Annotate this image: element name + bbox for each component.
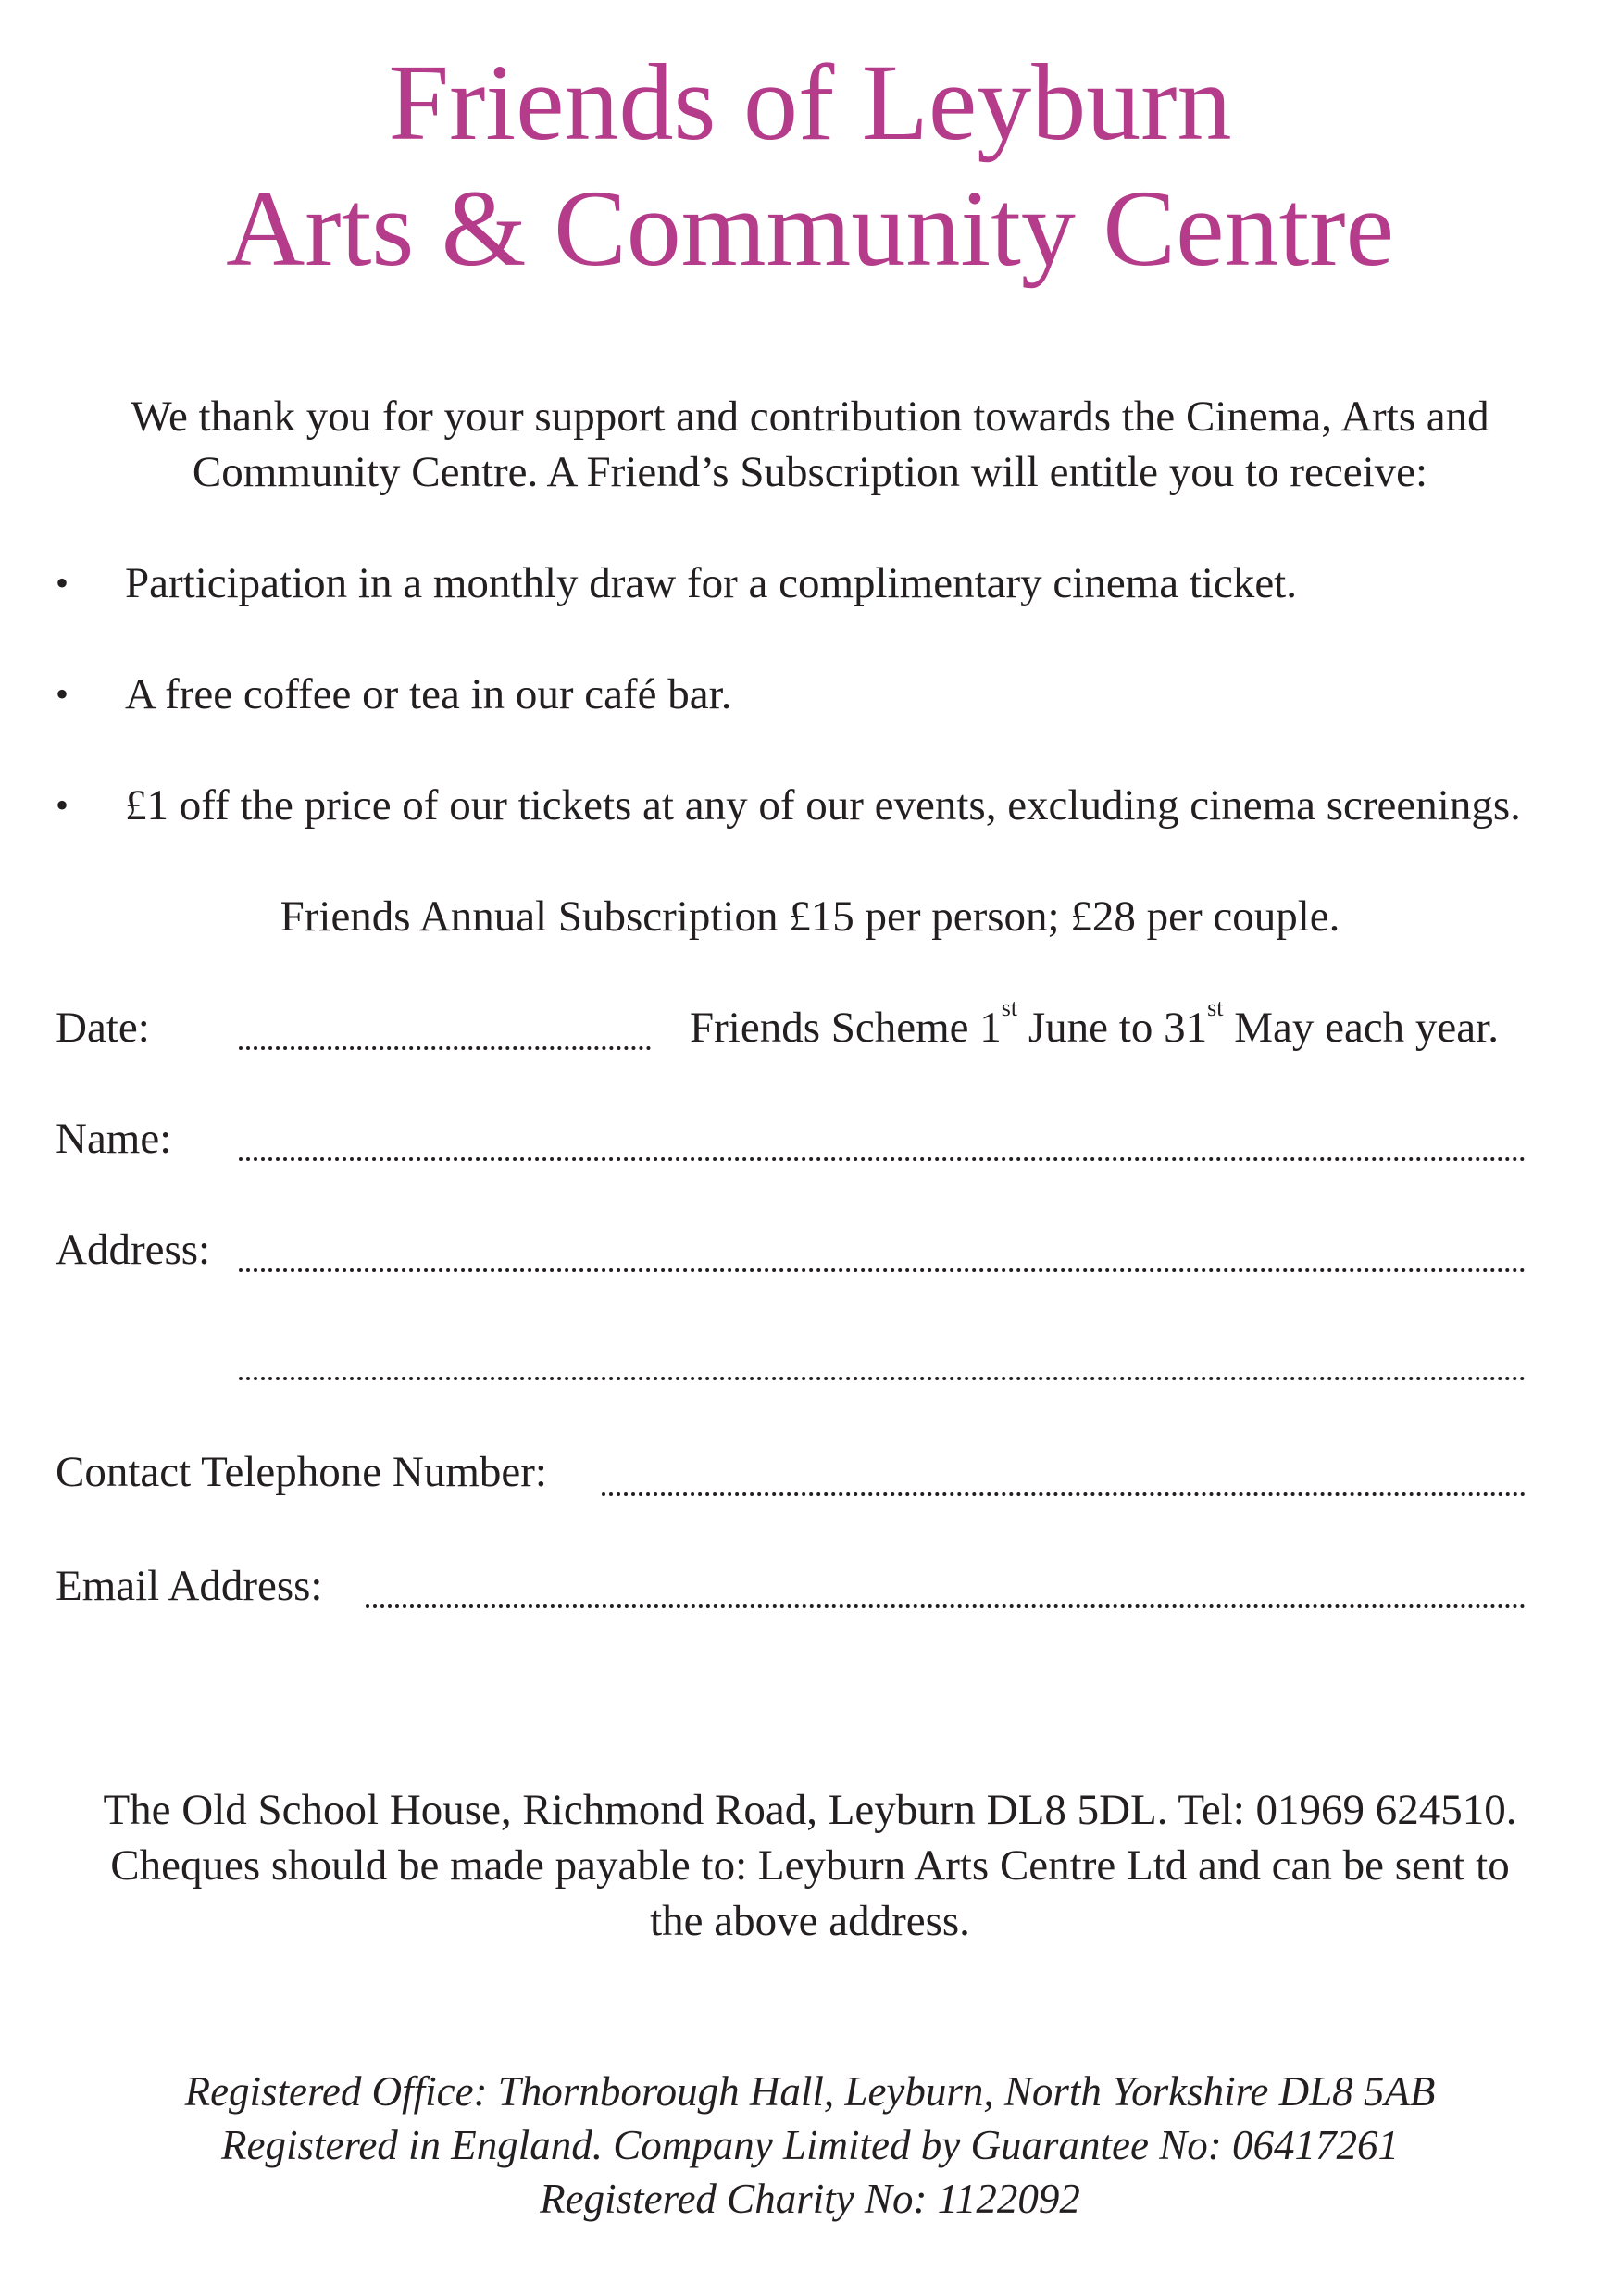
payment-address: The Old School House, Richmond Road, Leyburn DL8 5DL. Tel: 01969 624510.: [103, 1786, 1517, 1834]
date-label: Date:: [56, 1004, 150, 1052]
scheme-text-2: June to 31: [1017, 1004, 1208, 1052]
bullet-icon: •: [56, 562, 69, 604]
name-label: Name:: [56, 1115, 172, 1163]
date-field[interactable]: [239, 1046, 651, 1050]
address-field-line-1[interactable]: [239, 1268, 1526, 1272]
subscription-price: Friends Annual Subscription £15 per person; £28 per couple.: [280, 892, 1340, 941]
scheme-sup-2: st: [1207, 994, 1224, 1021]
email-label: Email Address:: [56, 1562, 323, 1610]
title-line-1: Friends of Leyburn: [388, 42, 1232, 163]
phone-label: Contact Telephone Number:: [56, 1448, 547, 1496]
intro-line-2: Community Centre. A Friend’s Subscription will entitle you to receive:: [192, 448, 1428, 496]
scheme-sup-1: st: [1001, 994, 1018, 1021]
address-field-line-2[interactable]: [239, 1377, 1526, 1380]
email-field[interactable]: [366, 1604, 1526, 1608]
scheme-text-3: May each year.: [1223, 1004, 1499, 1052]
payment-instructions: Cheques should be made payable to: Leyburn Arts Centre Ltd and can be sent to: [110, 1841, 1510, 1890]
charity-registration: Registered Charity No: 1122092: [540, 2176, 1080, 2222]
benefit-item: Participation in a monthly draw for a complimentary cinema ticket.: [125, 559, 1297, 607]
payment-instructions-cont: the above address.: [650, 1897, 970, 1945]
name-field[interactable]: [239, 1157, 1526, 1161]
title-line-2: Arts & Community Centre: [226, 168, 1394, 289]
benefit-item: £1 off the price of our tickets at any of our events, excluding cinema screenings.: [125, 781, 1521, 830]
intro-line-1: We thank you for your support and contribution towards the Cinema, Arts and: [131, 393, 1489, 441]
bullet-icon: •: [56, 784, 69, 826]
scheme-period: [690, 994, 1499, 1055]
benefit-item: A free coffee or tea in our café bar.: [125, 670, 732, 718]
registered-office: Registered Office: Thornborough Hall, Leyburn, North Yorkshire DL8 5AB: [184, 2068, 1436, 2115]
bullet-icon: •: [56, 673, 69, 715]
address-label: Address:: [56, 1226, 211, 1274]
scheme-text-1: Friends Scheme 1: [690, 1004, 1002, 1052]
company-registration: Registered in England. Company Limited by Guarantee No: 06417261: [221, 2122, 1399, 2168]
phone-field[interactable]: [602, 1492, 1526, 1496]
